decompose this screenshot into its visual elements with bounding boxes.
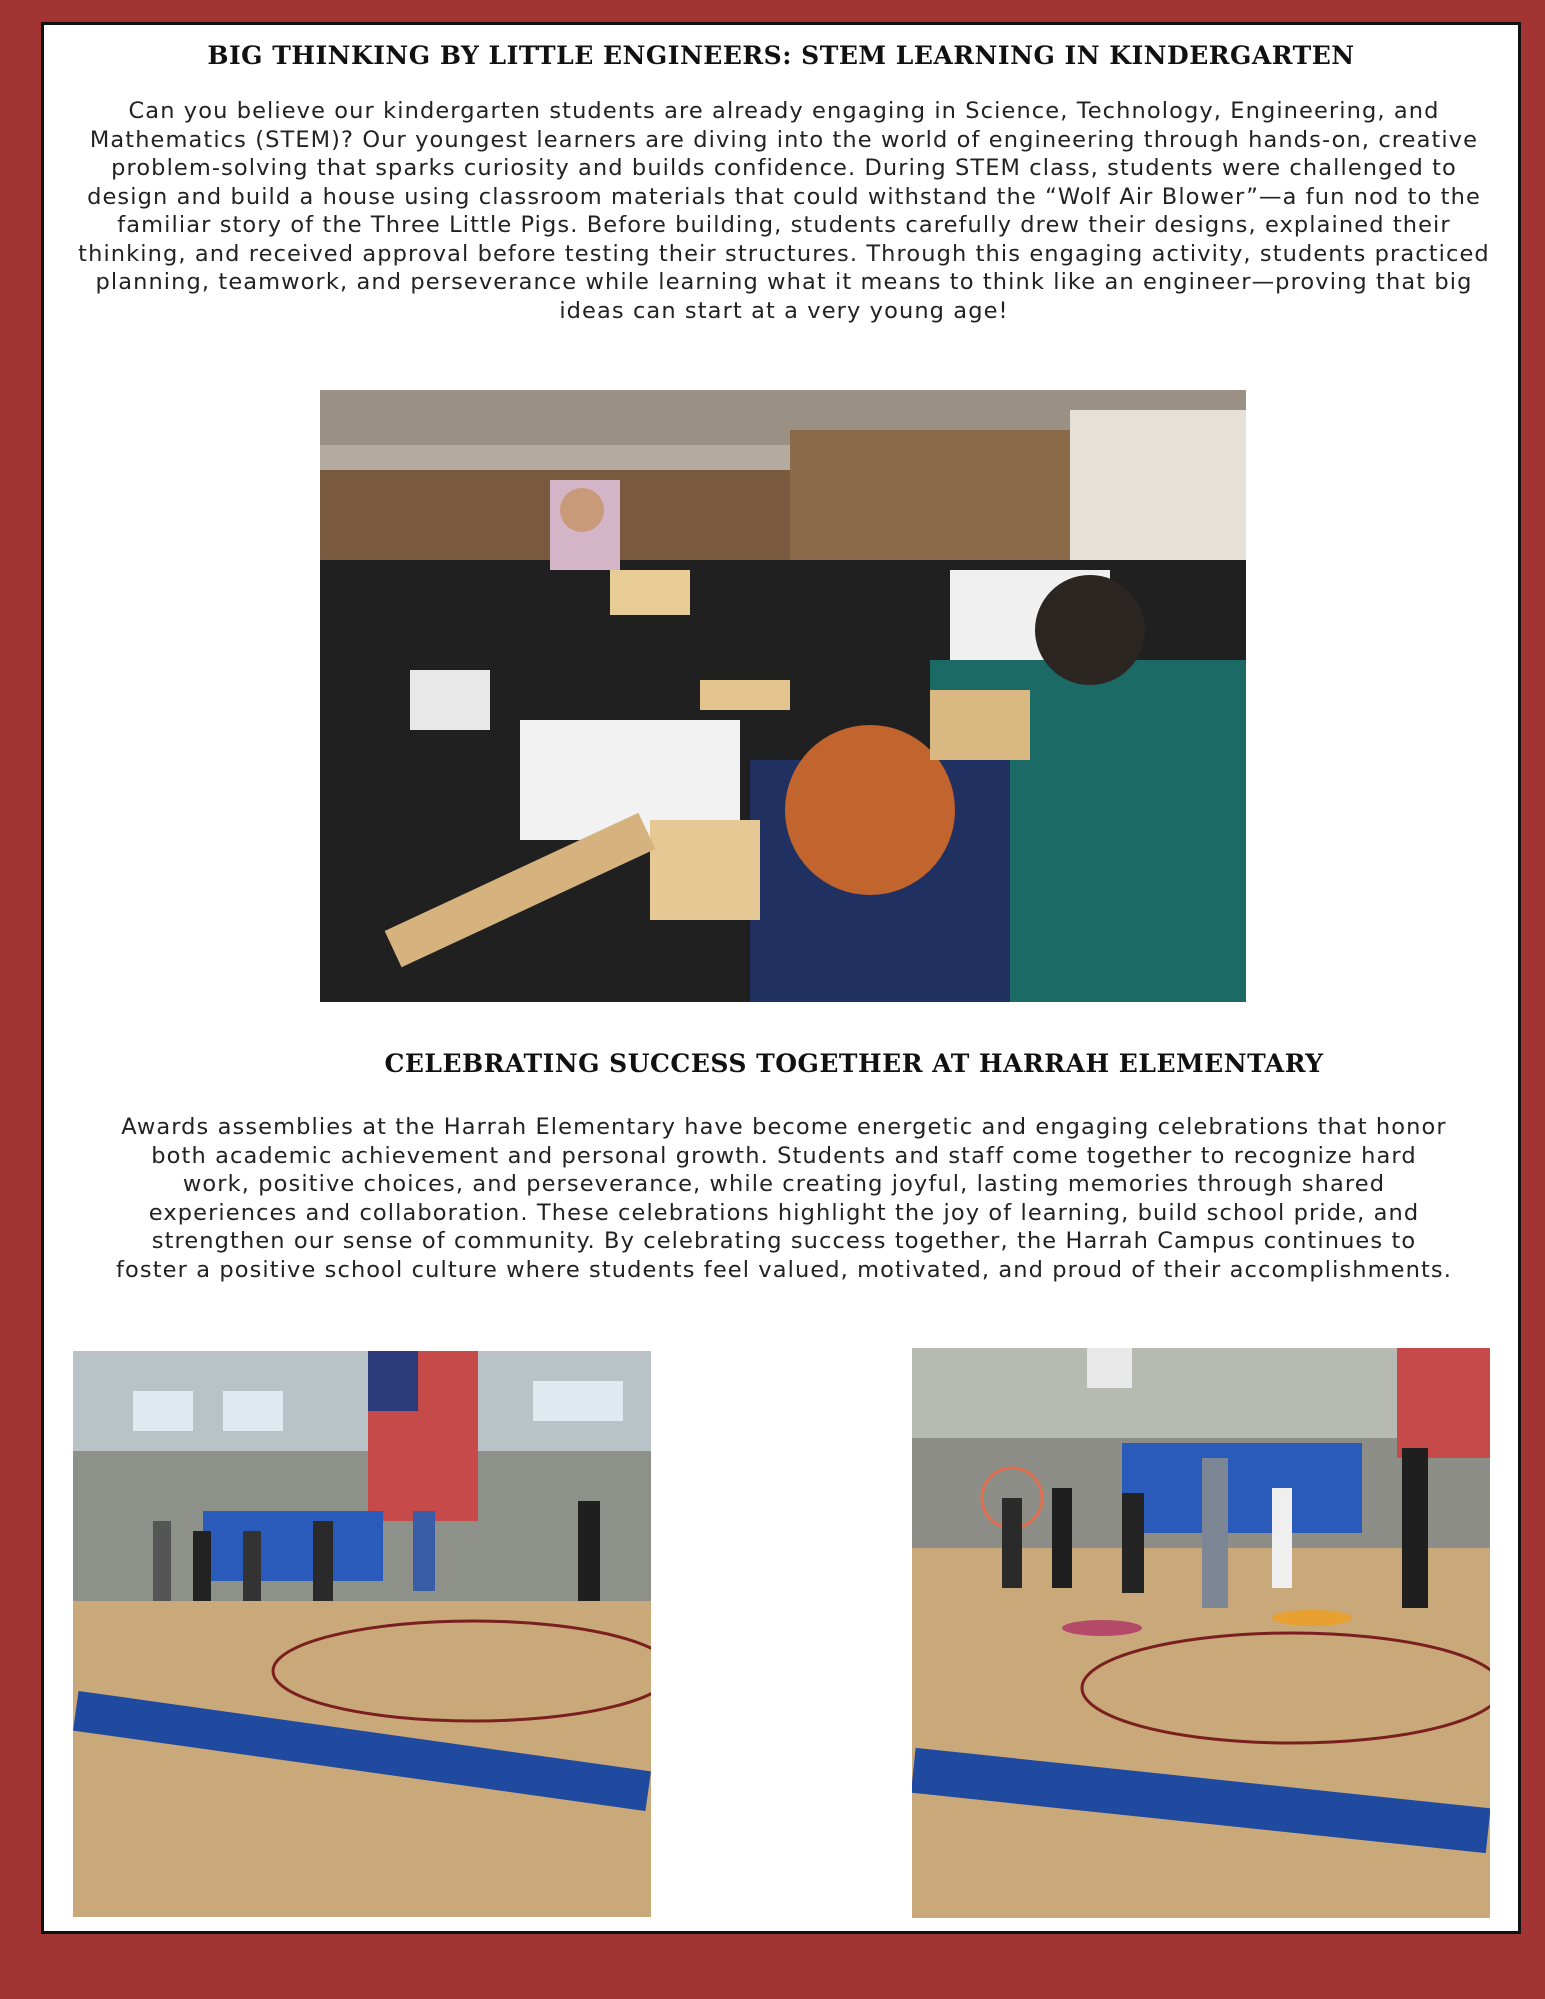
gym-assembly-photo-left xyxy=(73,1351,651,1917)
newsletter-page xyxy=(41,22,1521,1934)
stem-article-title: BIG THINKING BY LITTLE ENGINEERS: STEM LEARNING IN KINDERGARTEN xyxy=(207,41,1355,70)
stem-article-body: Can you believe our kindergarten students are already engaging in Science, Technology, Engineering, and Mathematics (STEM)? Our youngest learners are diving into the world of engineering through hands-on, creative problem-solving that sparks curiosity and builds confidence. During STEM class, students were challenged to design and build a house using classroom materials that could withstand the “Wolf Air Blower”—a fun nod to the familiar story of the Three Little Pigs. Before building, students carefully drew their designs, explained their thinking, and received approval before testing their structures. Through this engaging activity, students practiced planning, teamwork, and perseverance while learning what it means to think like an engineer—proving that big ideas can start at a very young age! xyxy=(78,98,1490,324)
awards-article-title: CELEBRATING SUCCESS TOGETHER AT HARRAH ELEMENTARY xyxy=(384,1049,1324,1078)
stem-classroom-photo xyxy=(320,390,1246,1002)
awards-article-body: Awards assemblies at the Harrah Elementary have become energetic and engaging celebrations that honor both academic achievement and personal growth. Students and staff come together to recognize hard work, positive choices, and perseverance, while creating joyful, lasting memories through shared experiences and collaboration. These celebrations highlight the joy of learning, build school pride, and strengthen our sense of community. By celebrating success together, the Harrah Campus continues to foster a positive school culture where students feel valued, motivated, and proud of their accomplishments. xyxy=(116,1114,1452,1283)
gym-assembly-photo-right xyxy=(912,1348,1490,1918)
